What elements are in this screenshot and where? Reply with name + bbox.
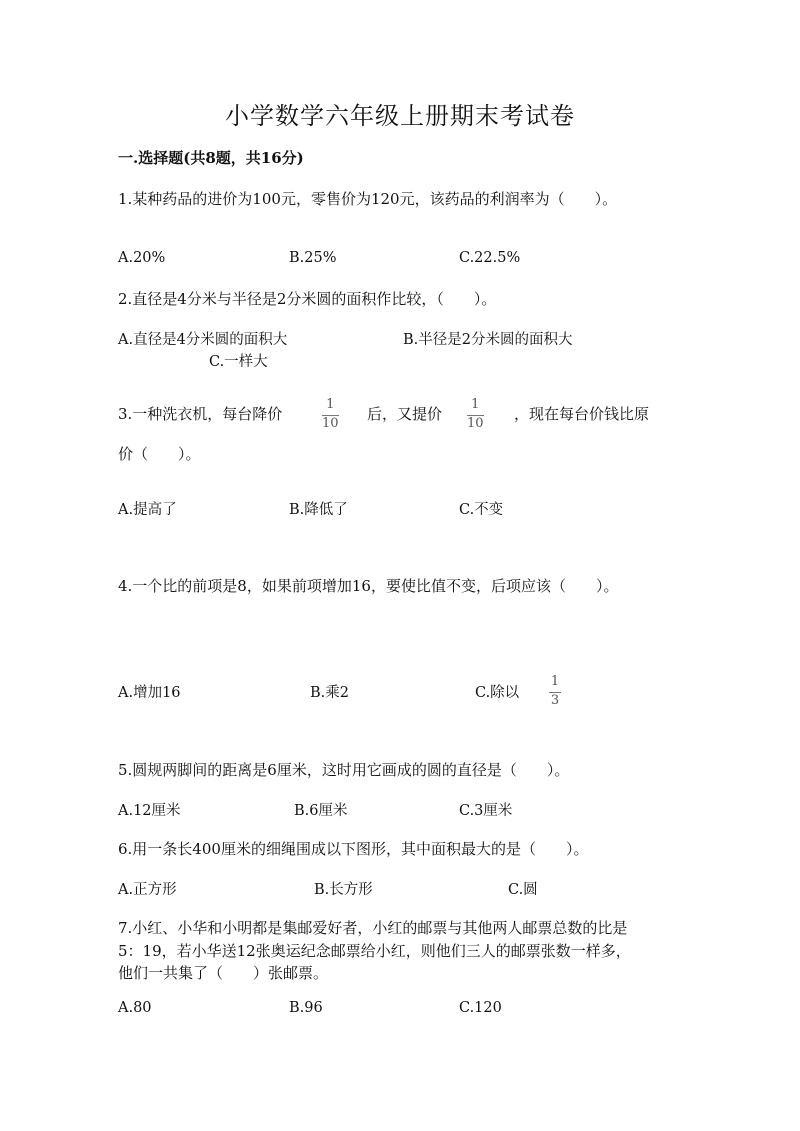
question-2-text: 2.直径是4分米与半径是2分米圆的面积作比较，（ ）。 bbox=[118, 290, 497, 308]
question-7-text-line1: 7.小红、小华和小明都是集邮爱好者，小红的邮票与其他两人邮票总数的比是 bbox=[118, 919, 628, 937]
question-6-option-a: A.正方形 bbox=[118, 882, 177, 898]
question-7-text-line2: 5：19，若小华送12张奥运纪念邮票给小红，则他们三人的邮票张数一样多， bbox=[118, 942, 631, 960]
question-3-option-b: B.降低了 bbox=[289, 502, 348, 518]
question-7-text-line3: 他们一共集了（ ）张邮票。 bbox=[118, 964, 329, 982]
fraction-denominator: 10 bbox=[467, 415, 484, 431]
question-1-option-c: C.22.5% bbox=[459, 250, 521, 266]
question-4-option-b: B.乘2 bbox=[310, 685, 349, 701]
page-title: 小学数学六年级上册期末考试卷 bbox=[225, 102, 575, 130]
question-3-option-c: C.不变 bbox=[459, 502, 504, 518]
question-2-option-b: B.半径是2分米圆的面积大 bbox=[403, 332, 573, 348]
question-1-option-a: A.20% bbox=[118, 250, 166, 266]
question-4-option-c: C.除以 bbox=[475, 685, 520, 701]
question-2-option-c: C.一样大 bbox=[209, 354, 268, 370]
question-3-option-a: A.提高了 bbox=[118, 502, 177, 518]
fraction-numerator: 1 bbox=[326, 397, 335, 412]
question-5-option-a: A.12厘米 bbox=[118, 803, 181, 819]
question-3-fraction-2 bbox=[467, 398, 484, 432]
question-5-option-b: B.6厘米 bbox=[294, 803, 348, 819]
fraction-numerator: 1 bbox=[471, 397, 480, 412]
question-4-option-c-fraction bbox=[549, 675, 561, 709]
question-6-text: 6.用一条长400厘米的细绳围成以下图形，其中面积最大的是（ ）。 bbox=[118, 840, 589, 858]
fraction-denominator: 3 bbox=[550, 692, 560, 708]
fraction-denominator: 10 bbox=[322, 415, 339, 431]
question-3-fraction-1 bbox=[322, 398, 339, 432]
question-4-option-a: A.增加16 bbox=[118, 685, 181, 701]
question-7-option-b: B.96 bbox=[289, 1000, 323, 1016]
question-5-option-c: C.3厘米 bbox=[459, 803, 513, 819]
question-3-text-part3: ，现在每台价钱比原 bbox=[514, 405, 650, 423]
question-3-text-part1: 3.一种洗衣机，每台降价 bbox=[118, 405, 283, 423]
question-4-text: 4.一个比的前项是8，如果前项增加16，要使比值不变，后项应该（ ）。 bbox=[118, 577, 619, 595]
question-1-option-b: B.25% bbox=[289, 250, 337, 266]
question-7-option-a: A.80 bbox=[118, 1000, 152, 1016]
question-6-option-b: B.长方形 bbox=[314, 882, 373, 898]
question-1-text: 1.某种药品的进价为100元，零售价为120元，该药品的利润率为（ ）。 bbox=[118, 190, 618, 208]
fraction-numerator: 1 bbox=[550, 674, 560, 689]
question-3-text-part2: 后，又提价 bbox=[367, 405, 443, 423]
question-3-text-line2: 价（ ）。 bbox=[118, 445, 201, 463]
question-2-option-a: A.直径是4分米圆的面积大 bbox=[118, 332, 288, 348]
question-6-option-c: C.圆 bbox=[508, 882, 538, 898]
question-7-option-c: C.120 bbox=[459, 1000, 502, 1016]
question-5-text: 5.圆规两脚间的距离是6厘米，这时用它画成的圆的直径是（ ）。 bbox=[118, 761, 570, 779]
section-heading: 一.选择题(共8题，共16分) bbox=[118, 149, 304, 167]
